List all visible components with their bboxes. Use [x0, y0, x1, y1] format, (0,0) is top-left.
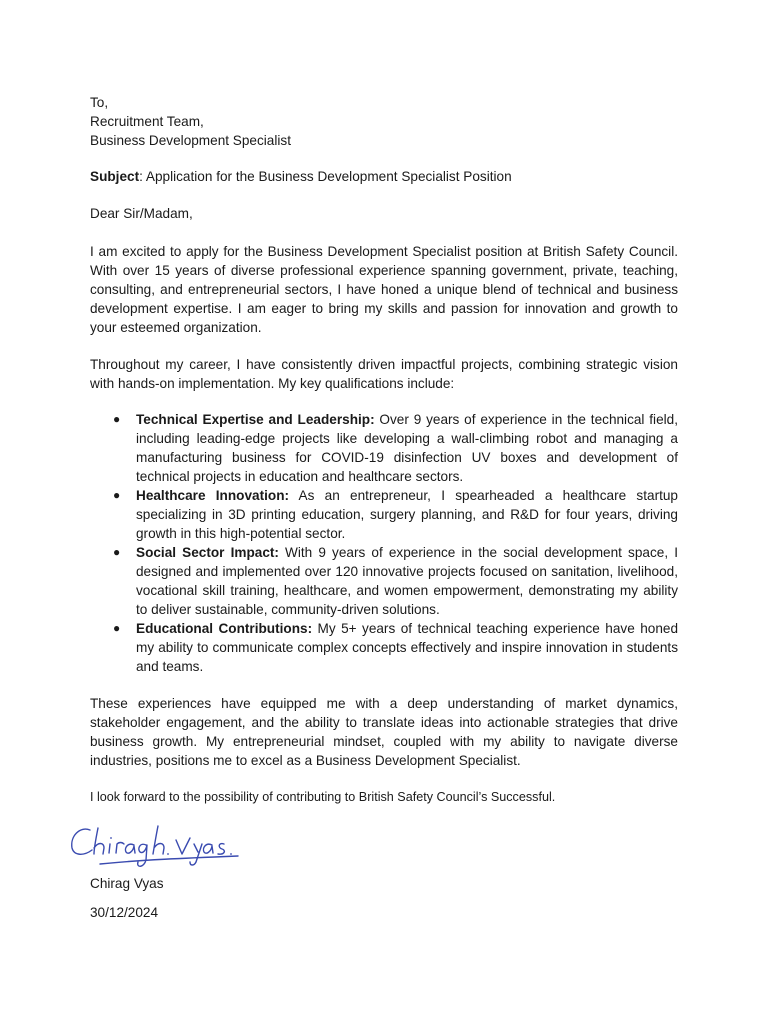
qualification-text: My 5+ years of technical teaching experience have honed my ability to communicate complex concepts effectively and inspire innovation in students and teams. [136, 621, 679, 674]
qualification-text: Over 9 years of experience in the technical field, including leading-edge projects like developing a wall-climbing robot and managing a manufacturing business for COVID-19 disinfection UV boxes and development of technical projects in education and healthcare sectors. [136, 412, 678, 484]
handwritten-signature [68, 818, 248, 874]
intro-paragraph: I am excited to apply for the Business Development Specialist position at British Safety Council. With over 15 years of diverse professional experience spanning government, private, teaching, consulting, and entrepreneurial sectors, I have honed a unique blend of technical and business development expertise. I am eager to bring my skills and passion for innovation and growth to your esteemed organization. [90, 244, 678, 335]
qualification-text: With 9 years of experience in the social development space, I designed and implemented over 120 innovative projects focused on sanitation, livelihood, vocational skill training, healthcare, and women empowerment, demonstrating my ability to deliver sustainable, community-driven solutions. [136, 545, 678, 617]
salutation-to: To, [90, 95, 109, 110]
list-item [90, 619, 678, 676]
signer-name: Chirag Vyas [90, 876, 164, 891]
career-paragraph: Throughout my career, I have consistently driven impactful projects, combining strategic vision with hands-on implementation. My key qualifications include: [90, 357, 678, 391]
greeting: Dear Sir/Madam, [90, 206, 193, 221]
bullet-icon: ● [113, 545, 121, 559]
recipient-role: Business Development Specialist [90, 133, 291, 148]
qualification-title: Healthcare Innovation: [136, 488, 290, 503]
subject-label: Subject [90, 169, 140, 184]
recipient-team: Recruitment Team, [90, 114, 204, 129]
qualification-text: As an entrepreneur, I spearheaded a healthcare startup specializing in 3D printing education, surgery planning, and R&D for four years, driving growth in this high-potential sector. [136, 488, 678, 541]
experience-paragraph: These experiences have equipped me with a deep understanding of market dynamics, stakeholder engagement, and the ability to translate ideas into actionable strategies that drive business growth. My entrepreneurial mindset, coupled with my ability to navigate diverse industries, positions me to excel as a Business Development Specialist. [90, 696, 678, 768]
bullet-icon: ● [113, 412, 121, 426]
closing-line: I look forward to the possibility of contributing to British Safety Council’s Successful. [90, 790, 556, 804]
subject-text: : Application for the Business Development Specialist Position [139, 169, 512, 184]
subject-line [90, 167, 512, 186]
qualifications-list [90, 410, 678, 676]
qualification-title: Social Sector Impact: [136, 545, 279, 560]
list-item [90, 486, 678, 543]
bullet-icon: ● [113, 621, 121, 635]
letter-date: 30/12/2024 [90, 905, 159, 920]
qualification-title: Technical Expertise and Leadership: [136, 412, 375, 427]
bullet-icon: ● [113, 488, 121, 502]
qualification-title: Educational Contributions: [136, 621, 313, 636]
list-item [90, 410, 678, 486]
list-item [90, 543, 678, 619]
